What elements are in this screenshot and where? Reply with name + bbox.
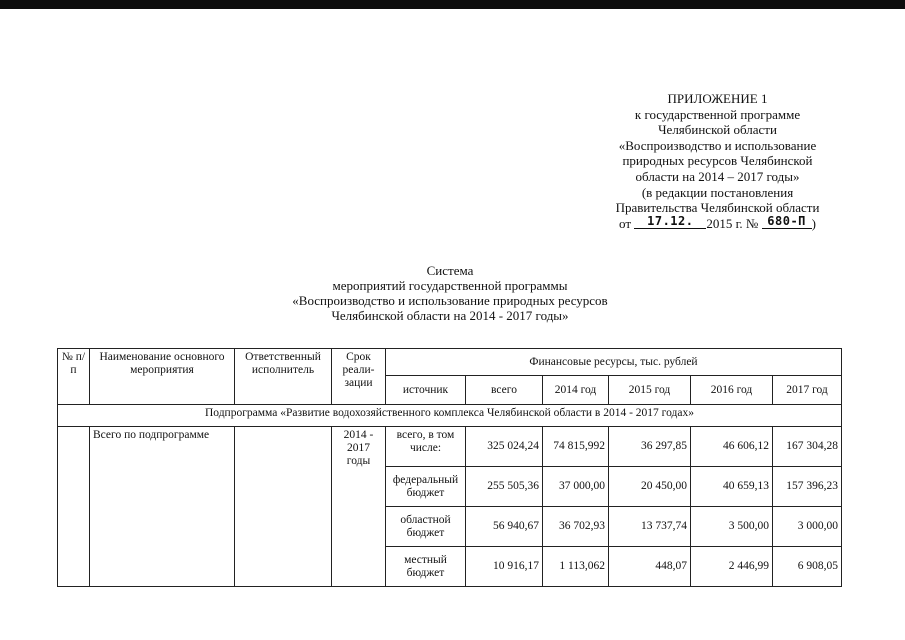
cell-2015: 13 737,74	[609, 507, 691, 547]
cell-source: областной бюджет	[386, 507, 466, 547]
cell-2014: 37 000,00	[543, 467, 609, 507]
appendix-line: Челябинской области	[658, 122, 777, 138]
scan-top-border	[0, 0, 905, 9]
header-name: Наименование основного мероприятия	[90, 349, 235, 405]
header-2017: 2017 год	[773, 376, 842, 405]
title-line: Челябинской области на 2014 - 2017 годы»	[331, 308, 569, 323]
measures-table	[57, 348, 842, 587]
year-suffix: 2015 г. №	[706, 215, 759, 231]
closing-paren: )	[811, 215, 816, 231]
cell-2017: 6 908,05	[773, 547, 842, 587]
cell-total: 325 024,24	[466, 427, 543, 467]
cell-2014: 36 702,93	[543, 507, 609, 547]
cell-2017: 167 304,28	[773, 427, 842, 467]
appendix-title: ПРИЛОЖЕНИЕ 1	[667, 91, 768, 106]
row-executor	[235, 427, 332, 587]
header-source: источник	[386, 376, 466, 405]
cell-source: федеральный бюджет	[386, 467, 466, 507]
header-executor: Ответственный исполнитель	[235, 349, 332, 405]
cell-total: 10 916,17	[466, 547, 543, 587]
document-title	[180, 263, 720, 323]
cell-source: местный бюджет	[386, 547, 466, 587]
cell-2016: 46 606,12	[691, 427, 773, 467]
header-term: Срок реали-зации	[332, 349, 386, 405]
row-num	[58, 427, 90, 587]
header-2015: 2015 год	[609, 376, 691, 405]
cell-2014: 74 815,992	[543, 427, 609, 467]
subprogram-row: Подпрограмма «Развитие водохозяйственного комплекса Челябинской области в 2014 - 2017 годах»	[58, 405, 842, 427]
title-line: мероприятий государственной программы	[332, 278, 568, 293]
header-2014: 2014 год	[543, 376, 609, 405]
cell-source: всего, в том числе:	[386, 427, 466, 467]
header-finance: Финансовые ресурсы, тыс. рублей	[386, 349, 842, 376]
date-prefix: от	[619, 215, 632, 231]
row-name: Всего по подпрограмме	[90, 427, 235, 587]
cell-2014: 1 113,062	[543, 547, 609, 587]
cell-2017: 157 396,23	[773, 467, 842, 507]
cell-total: 56 940,67	[466, 507, 543, 547]
title-line: «Воспроизводство и использование природных ресурсов	[292, 293, 608, 308]
appendix-date-line	[575, 213, 860, 232]
appendix-line: (в редакции постановления	[641, 184, 794, 200]
title-line: Система	[426, 263, 474, 278]
handwritten-date: 17.12.	[634, 215, 706, 229]
appendix-header	[575, 91, 860, 232]
header-total: всего	[466, 376, 543, 405]
appendix-line: Правительства Челябинской области	[615, 200, 820, 216]
appendix-line: «Воспроизводство и использование	[618, 137, 817, 153]
appendix-line: области на 2014 – 2017 годы»	[635, 168, 800, 184]
cell-2015: 448,07	[609, 547, 691, 587]
appendix-line: к государственной программе	[634, 106, 801, 122]
cell-2016: 3 500,00	[691, 507, 773, 547]
handwritten-number: 680-П	[762, 215, 812, 229]
cell-2017: 3 000,00	[773, 507, 842, 547]
cell-2016: 2 446,99	[691, 547, 773, 587]
cell-2016: 40 659,13	[691, 467, 773, 507]
cell-2015: 36 297,85	[609, 427, 691, 467]
header-num: № п/п	[58, 349, 90, 405]
cell-2015: 20 450,00	[609, 467, 691, 507]
row-term: 2014 - 2017 годы	[332, 427, 386, 587]
appendix-line: природных ресурсов Челябинской	[622, 153, 813, 169]
header-2016: 2016 год	[691, 376, 773, 405]
cell-total: 255 505,36	[466, 467, 543, 507]
